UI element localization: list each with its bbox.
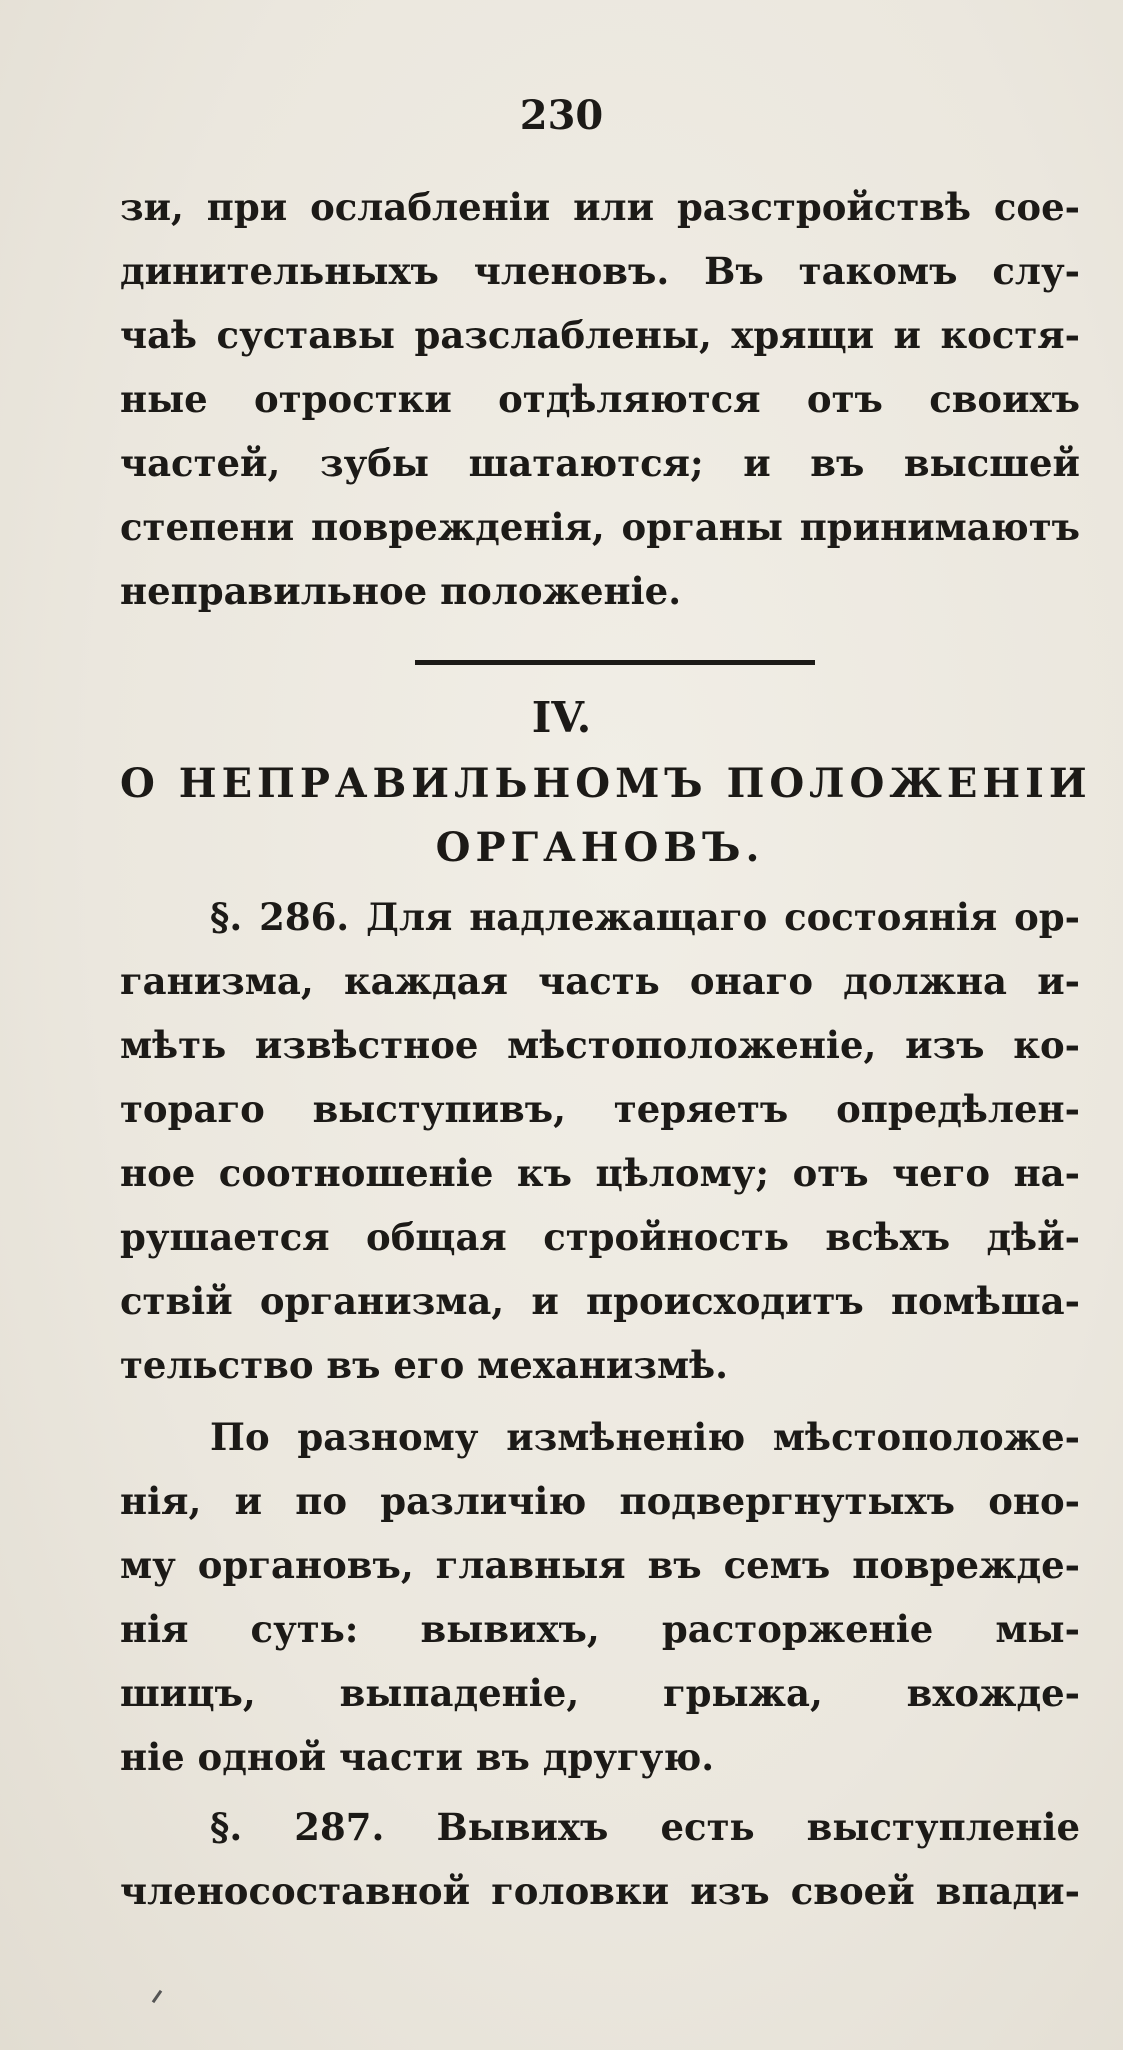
text-line: рушается общая стройность всѣхъ дѣй- — [120, 1215, 1080, 1259]
section-heading — [120, 752, 1092, 880]
text-line: ные отростки отдѣляются отъ своихъ — [120, 377, 1080, 421]
text-line: нія, и по различію подвергнутыхъ оно- — [120, 1479, 1080, 1523]
text-line: зи, при ослабленіи или разстройствѣ сое- — [120, 185, 1080, 229]
text-line: ствій организма, и происходитъ помѣша- — [120, 1279, 1080, 1323]
text-line: тельство въ его механизмѣ. — [120, 1343, 729, 1387]
section-number: IV. — [531, 693, 592, 742]
text-line: му органовъ, главныя въ семъ поврежде- — [120, 1543, 1080, 1587]
text-line: ніе одной части въ другую. — [120, 1735, 715, 1779]
section-title-line: О НЕПРАВИЛЬНОМЪ ПОЛОЖЕНІИ — [120, 760, 1092, 807]
text-line: членосоставной головки изъ своей впади- — [120, 1869, 1080, 1913]
page-number: 230 — [519, 92, 604, 139]
paragraph-287 — [120, 1795, 1080, 1923]
text-line: мѣть извѣстное мѣстоположеніе, изъ ко- — [120, 1023, 1080, 1067]
paragraph-286 — [120, 885, 1080, 1397]
text-line: §. 287. Вывихъ есть выступленіе — [210, 1805, 1080, 1849]
text-line: неправильное положеніе. — [120, 569, 682, 613]
text-line: ганизма, каждая часть онаго должна и- — [120, 959, 1080, 1003]
text-line: чаѣ суставы разслаблены, хрящи и костя- — [120, 313, 1080, 357]
text-line: §. 286. Для надлежащаго состоянія ор- — [210, 895, 1080, 939]
text-line: тораго выступивъ, теряетъ опредѣлен- — [120, 1087, 1080, 1131]
text-line: частей, зубы шатаются; и въ высшей — [120, 441, 1080, 485]
text-line: шицъ, выпаденіе, грыжа, вхожде- — [120, 1671, 1080, 1715]
text-line: ное соотношеніе къ цѣлому; отъ чего на- — [120, 1151, 1080, 1195]
text-line: степени поврежденія, органы принимаютъ — [120, 505, 1080, 549]
text-line: По разному измѣненію мѣстоположе- — [210, 1415, 1080, 1459]
text-line: нія суть: вывихъ, расторженіе мы- — [120, 1607, 1080, 1651]
text-line: динительныхъ членовъ. Въ такомъ слу- — [120, 249, 1080, 293]
paragraph-varieties — [120, 1405, 1080, 1789]
paper-mark — [152, 1990, 162, 2003]
section-title-line: ОРГАНОВЪ. — [435, 824, 765, 871]
section-divider — [415, 660, 815, 665]
top-paragraph — [120, 175, 1080, 623]
